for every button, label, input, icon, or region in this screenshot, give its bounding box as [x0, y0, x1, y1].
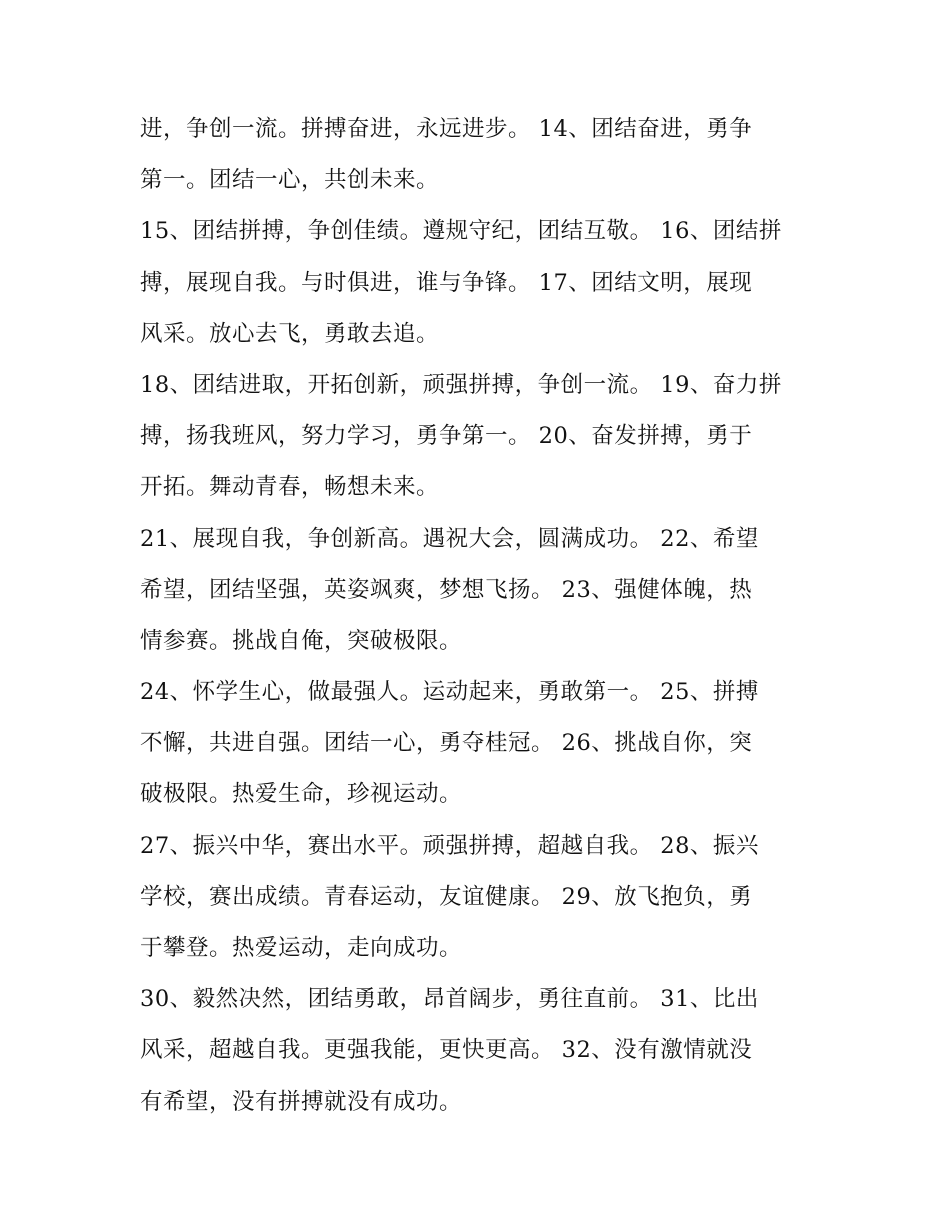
- text-line: 21、展现自我，争创新高。遇祝大会，圆满成功。 22、希望: [140, 525, 759, 552]
- text-line: 有希望，没有拼搏就没有成功。: [140, 1088, 463, 1115]
- text-line: 希望，团结坚强，英姿飒爽，梦想飞扬。 23、强健体魄，热: [140, 576, 753, 603]
- text-line: 不懈，共进自强。团结一心，勇夺桂冠。 26、挑战自你，突: [140, 730, 753, 757]
- text-line: 搏，展现自我。与时俱进，谁与争锋。 17、团结文明，展现: [140, 269, 753, 296]
- body-text: [140, 104, 840, 1128]
- text-line: 搏，扬我班风，努力学习，勇争第一。 20、奋发拼搏，勇于: [140, 423, 753, 450]
- text-line: 第一。团结一心，共创未来。: [140, 167, 440, 194]
- text-line: 开拓。舞动青春，畅想未来。: [140, 474, 440, 501]
- text-line: 于攀登。热爱运动，走向成功。: [140, 935, 463, 961]
- text-line: 风采。放心去飞，勇敢去追。: [140, 320, 440, 347]
- text-line: 15、团结拼搏，争创佳绩。遵规守纪，团结互敬。 16、团结拼: [140, 218, 782, 245]
- text-line: 进，争创一流。拼搏奋进，永远进步。 14、团结奋进，勇争: [140, 116, 753, 142]
- text-line: 情参赛。挑战自俺，突破极限。: [140, 627, 463, 654]
- text-line: 破极限。热爱生命，珍视运动。: [140, 781, 463, 808]
- text-line: 风采，超越自我。更强我能，更快更高。 32、没有激情就没: [140, 1037, 753, 1064]
- text-line: 18、团结进取，开拓创新，顽强拼搏，争创一流。 19、奋力拼: [140, 371, 782, 398]
- text-line: 学校，赛出成绩。青春运动，友谊健康。 29、放飞抱负，勇: [140, 883, 753, 910]
- text-line: 24、怀学生心，做最强人。运动起来，勇敢第一。 25、拼搏: [140, 679, 759, 706]
- text-line: 27、振兴中华，赛出水平。顽强拼搏，超越自我。 28、振兴: [140, 832, 759, 859]
- text-line: 30、毅然决然，团结勇敢，昂首阔步，勇往直前。 31、比出: [140, 986, 759, 1013]
